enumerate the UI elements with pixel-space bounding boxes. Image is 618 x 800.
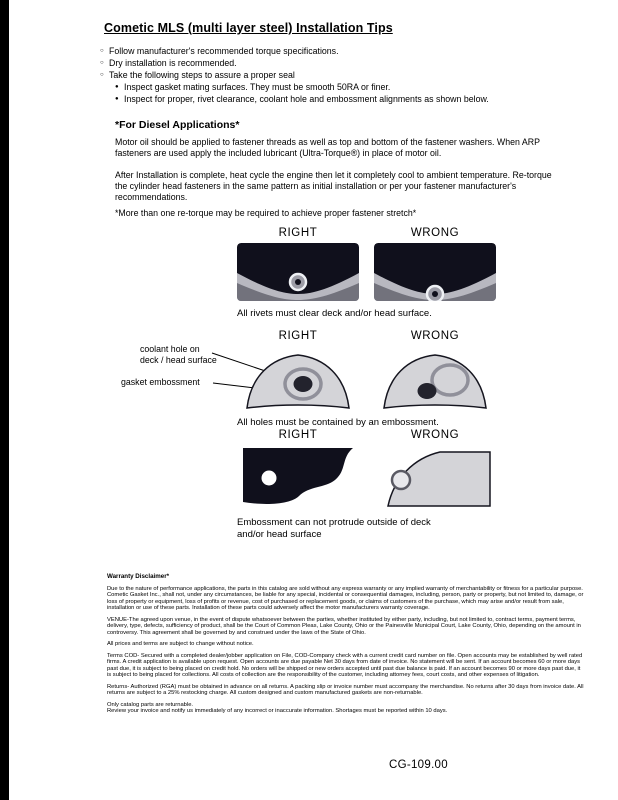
warranty-paragraph: Returns- Authorized (RGA) must be obtained in advance on all returns. A packing slip or invoice number must accompany the merchandise. No returns after 30 days from invoice date. All returns are subject to a 25% restocking charge. All custom designed and custom manufactured gaskets are non-returnable. <box>107 683 584 696</box>
list-item <box>100 81 592 93</box>
diagram-embossment-right-panel <box>237 346 359 412</box>
warranty-heading: Warranty Disclaimer* <box>107 573 170 580</box>
diesel-paragraph-2: After Installation is complete, heat cycle the engine then let it completely cool to ambient temperature. Re-torque the cylinder head fasteners in the same pattern as initial installation or per your fastener manufacturer's recommendations. <box>115 170 552 202</box>
diagram-embossment-wrong-panel <box>374 346 496 412</box>
left-border-bar <box>0 0 9 800</box>
caption-protrusion <box>237 517 431 541</box>
filled-bullet-icon: ● <box>115 96 119 102</box>
retorque-note: *More than one re-torque may be required to achieve proper fastener stretch* <box>115 208 417 218</box>
diagram-rivets-right-panel <box>237 243 359 301</box>
list-item <box>100 93 592 105</box>
warranty-paragraph: Review your invoice and notify us immediately of any incorrect or inaccurate information. Shortages must be reported within 10 days. <box>107 708 448 714</box>
tip-text: Inspect for proper, rivet clearance, coolant hole and embossment alignments as shown below. <box>124 94 489 104</box>
open-bullet-icon: ○ <box>100 72 104 78</box>
tip-text: Inspect gasket mating surfaces. They must be smooth 50RA or finer. <box>124 82 391 92</box>
annotation-text: deck / head surface <box>140 354 217 365</box>
warranty-paragraph: VENUE-The agreed upon venue, in the event of dispute whatsoever between the parties, whether instituted by either party, including, but not limited to, contract terms, payment terms, delivery, type, defects, sufficiency of product, shall be the Court of Common Pleas, Lake County, Ohio or the Painesville Municipal Court, Lake County, Ohio, depending on the amount in controversy. This agreement shall be governed by and construed under the laws of the State of Ohio. <box>107 616 581 636</box>
open-bullet-icon: ○ <box>100 60 104 66</box>
diagram-protrusion-wrong-panel <box>374 444 496 510</box>
diagram-protrusion-right-panel <box>237 444 359 510</box>
list-item <box>100 69 592 81</box>
right-label-row2: RIGHT <box>278 330 318 342</box>
caption-line: and/or head surface <box>237 529 322 540</box>
diesel-paragraph-1: Motor oil should be applied to fastener threads as well as top and bottom of the fastener washers. When ARP fasteners are used apply the included lubricant (Ultra-Torque®) in place of motor oil. <box>115 137 540 158</box>
warranty-paragraph: All prices and terms are subject to change without notice. <box>107 641 254 647</box>
warranty-paragraph: Due to the nature of performance applications, the parts in this catalog are sold without any express warranty or any implied warranty of merchantability or fitness for a particular purpose. Cometic Gasket Inc., shall not, under any circumstances, be liable for any special, incidental or consequential damages, including, person, party or property, but not limited to, damage, or loss of property or equipment, loss of profits or revenue, cost of purchased or replacement goods, or claims of customers of the purchase, which may arise and/or result from sale, installation or use of these parts. Installation of these parts could adversely affect the motor manufacturers warranty coverage. <box>107 585 584 611</box>
warranty-paragraph: Terms COD- Secured with a completed dealer/jobber application on File, COD-Company check with a current credit card number on file. Open accounts may be established by well rated firms. A credit application is available upon request. Open accounts are due payable Net 30 days from date of invoice. No statement will be sent. If an account becomes 60 or more days past due, it is subject to being placed on credit hold. No orders will be shipped or new orders accepted until past due balance is paid. If an account becomes 90 or more days past due, it is subject to being placed for collections. All costs of collection are the responsibility of the customer, including attorney fees, court costs, and other expenses of litigation. <box>107 652 583 678</box>
caption-rivets: All rivets must clear deck and/or head surface. <box>237 308 432 319</box>
right-label-row3: RIGHT <box>278 429 318 441</box>
caption-holes: All holes must be contained by an embossment. <box>237 417 439 428</box>
installation-tips-list <box>100 45 592 105</box>
tip-text: Dry installation is recommended. <box>109 58 237 68</box>
gasket-embossment-annotation: gasket embossment <box>121 377 200 387</box>
filled-bullet-icon: ● <box>115 84 119 90</box>
wrong-label-row1: WRONG <box>410 227 460 239</box>
page-title: Cometic MLS (multi layer steel) Installation Tips <box>104 21 393 35</box>
annotation-text: coolant hole on <box>140 344 200 354</box>
warranty-disclaimer-section <box>107 574 586 720</box>
wrong-label-row3: WRONG <box>410 429 460 441</box>
coolant-hole-annotation <box>140 344 217 365</box>
caption-line: Embossment can not protrude outside of deck <box>237 517 431 528</box>
warranty-paragraph: Only catalog parts are returnable. <box>107 701 194 708</box>
page-code: CG-109.00 <box>389 759 448 771</box>
right-label-row1: RIGHT <box>278 227 318 239</box>
tip-text: Follow manufacturer's recommended torque specifications. <box>109 46 339 56</box>
list-item <box>100 45 592 57</box>
diagram-rivets-wrong-panel <box>374 243 496 301</box>
open-bullet-icon: ○ <box>100 48 104 54</box>
list-item <box>100 57 592 69</box>
wrong-label-row2: WRONG <box>410 330 460 342</box>
tip-text: Take the following steps to assure a proper seal <box>109 70 295 80</box>
diesel-applications-heading: *For Diesel Applications* <box>115 119 240 131</box>
